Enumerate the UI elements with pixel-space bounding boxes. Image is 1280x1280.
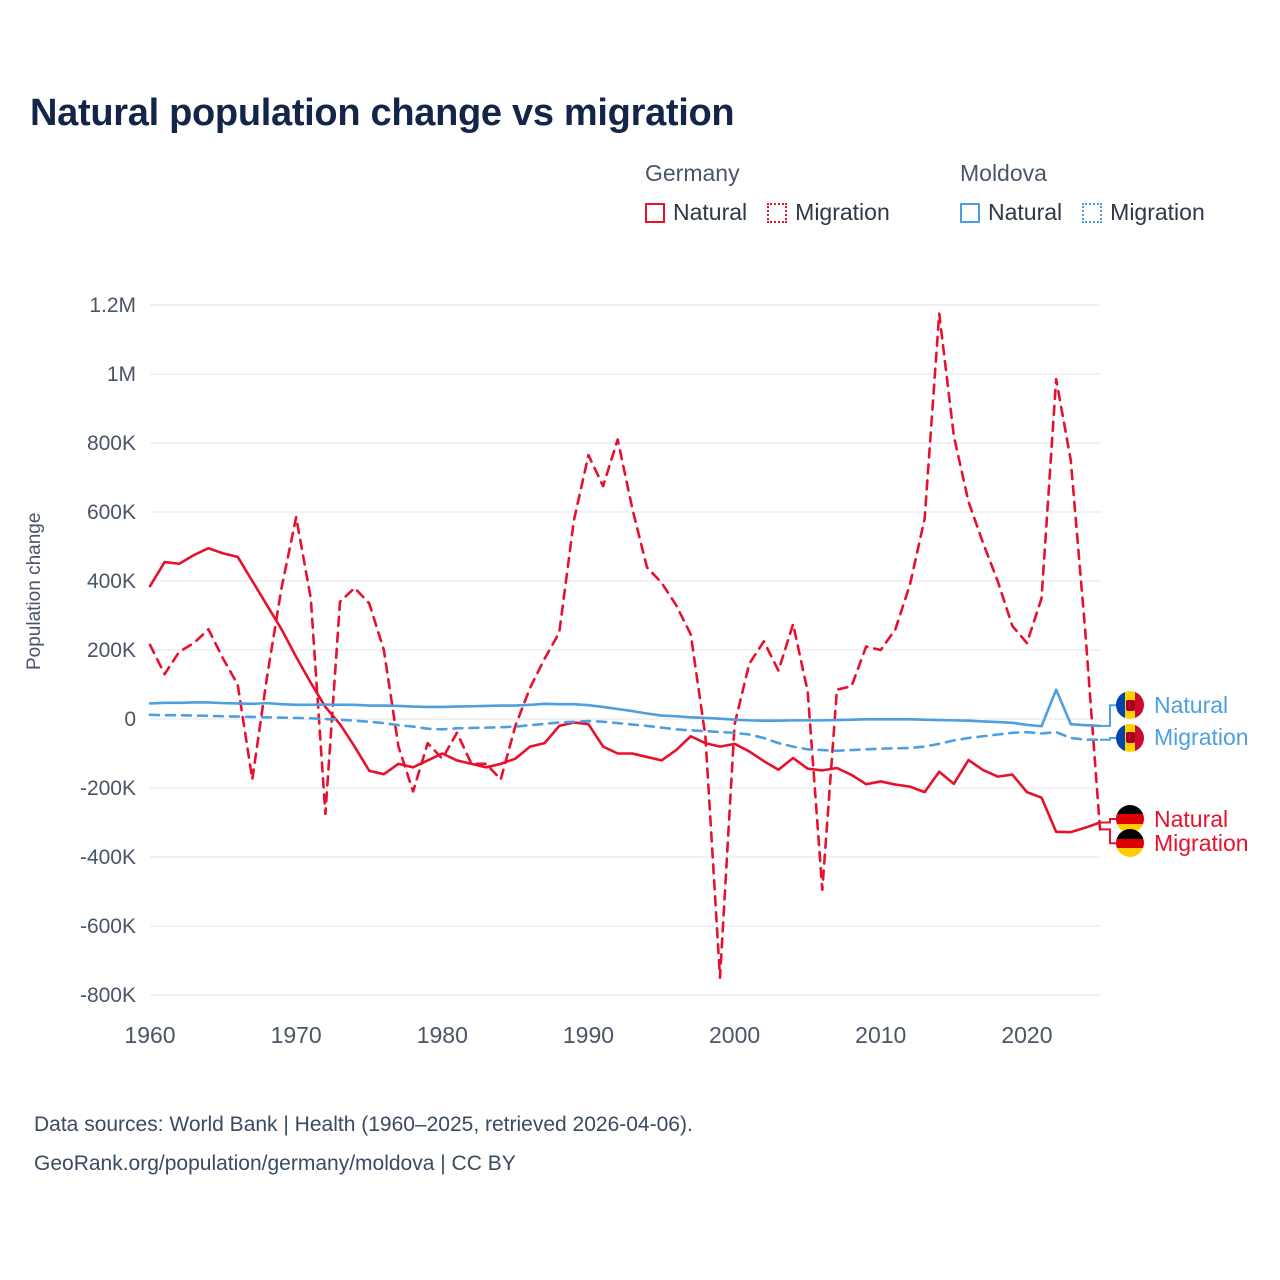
legend-label-moldova-migration: Migration — [1110, 199, 1205, 225]
x-tick-label: 1970 — [270, 1022, 322, 1048]
end-label-text: Migration — [1154, 829, 1249, 856]
legend-swatch-dotted-icon — [1082, 203, 1102, 223]
legend-swatch-solid-icon — [960, 203, 980, 223]
legend-item-germany-natural[interactable] — [645, 199, 747, 226]
y-tick-label: 400K — [86, 570, 136, 593]
y-tick-label: -200K — [79, 777, 136, 800]
legend-swatch-solid-icon — [645, 203, 665, 223]
y-tick-label: 1.2M — [89, 294, 136, 317]
y-tick-label: 800K — [86, 432, 136, 455]
y-tick-label: -400K — [79, 846, 136, 869]
legend-group-moldova — [960, 160, 1205, 226]
legend-label-moldova-natural: Natural — [988, 199, 1063, 225]
plot-area — [0, 280, 1280, 1060]
end-label-text: Natural — [1154, 805, 1229, 832]
x-tick-label: 2010 — [855, 1022, 907, 1048]
y-tick-label: 0 — [124, 708, 136, 731]
series-line-moldova-natural — [150, 690, 1100, 727]
legend-item-moldova-migration[interactable] — [1082, 199, 1205, 226]
legend-item-germany-migration[interactable] — [767, 199, 890, 226]
y-tick-label: -800K — [79, 984, 136, 1007]
end-label-moldova-natural — [1116, 691, 1228, 719]
legend-country-moldova: Moldova — [960, 160, 1047, 186]
x-tick-label: 2000 — [709, 1022, 761, 1048]
x-tick-label: 1980 — [416, 1022, 468, 1048]
moldova-flag-icon — [1116, 691, 1144, 719]
footer-line-attribution: GeoRank.org/population/germany/moldova | CC BY — [34, 1152, 516, 1175]
y-axis-label: Population change — [24, 512, 45, 670]
line-chart — [0, 280, 1280, 1060]
series-line-germany-natural — [150, 548, 1100, 832]
y-tick-label: -600K — [79, 915, 136, 938]
footer-line-sources: Data sources: World Bank | Health (1960–2025, retrieved 2026-04-06). — [34, 1113, 693, 1136]
x-tick-label: 1990 — [562, 1022, 615, 1048]
germany-flag-icon — [1116, 829, 1144, 857]
legend-country-germany: Germany — [645, 160, 740, 186]
x-tick-label: 1960 — [124, 1022, 176, 1048]
y-tick-label: 1M — [106, 363, 136, 386]
moldova-flag-icon — [1116, 724, 1144, 752]
footer — [34, 1105, 693, 1183]
legend-item-moldova-natural[interactable] — [960, 199, 1062, 226]
x-tick-label: 2020 — [1001, 1022, 1053, 1048]
page-title: Natural population change vs migration — [30, 92, 735, 134]
legend-label-germany-natural: Natural — [673, 199, 748, 225]
chart-legend — [600, 160, 1260, 250]
y-tick-label: 600K — [86, 501, 136, 524]
legend-group-germany — [645, 160, 890, 226]
series-line-germany-migration — [150, 314, 1100, 978]
legend-label-germany-migration: Migration — [795, 199, 890, 225]
end-label-text: Natural — [1154, 691, 1229, 718]
end-label-germany-migration — [1116, 829, 1249, 857]
y-tick-label: 200K — [86, 639, 136, 662]
legend-swatch-dotted-icon — [767, 203, 787, 223]
end-label-moldova-migration — [1116, 724, 1249, 752]
end-label-text: Migration — [1154, 724, 1249, 751]
